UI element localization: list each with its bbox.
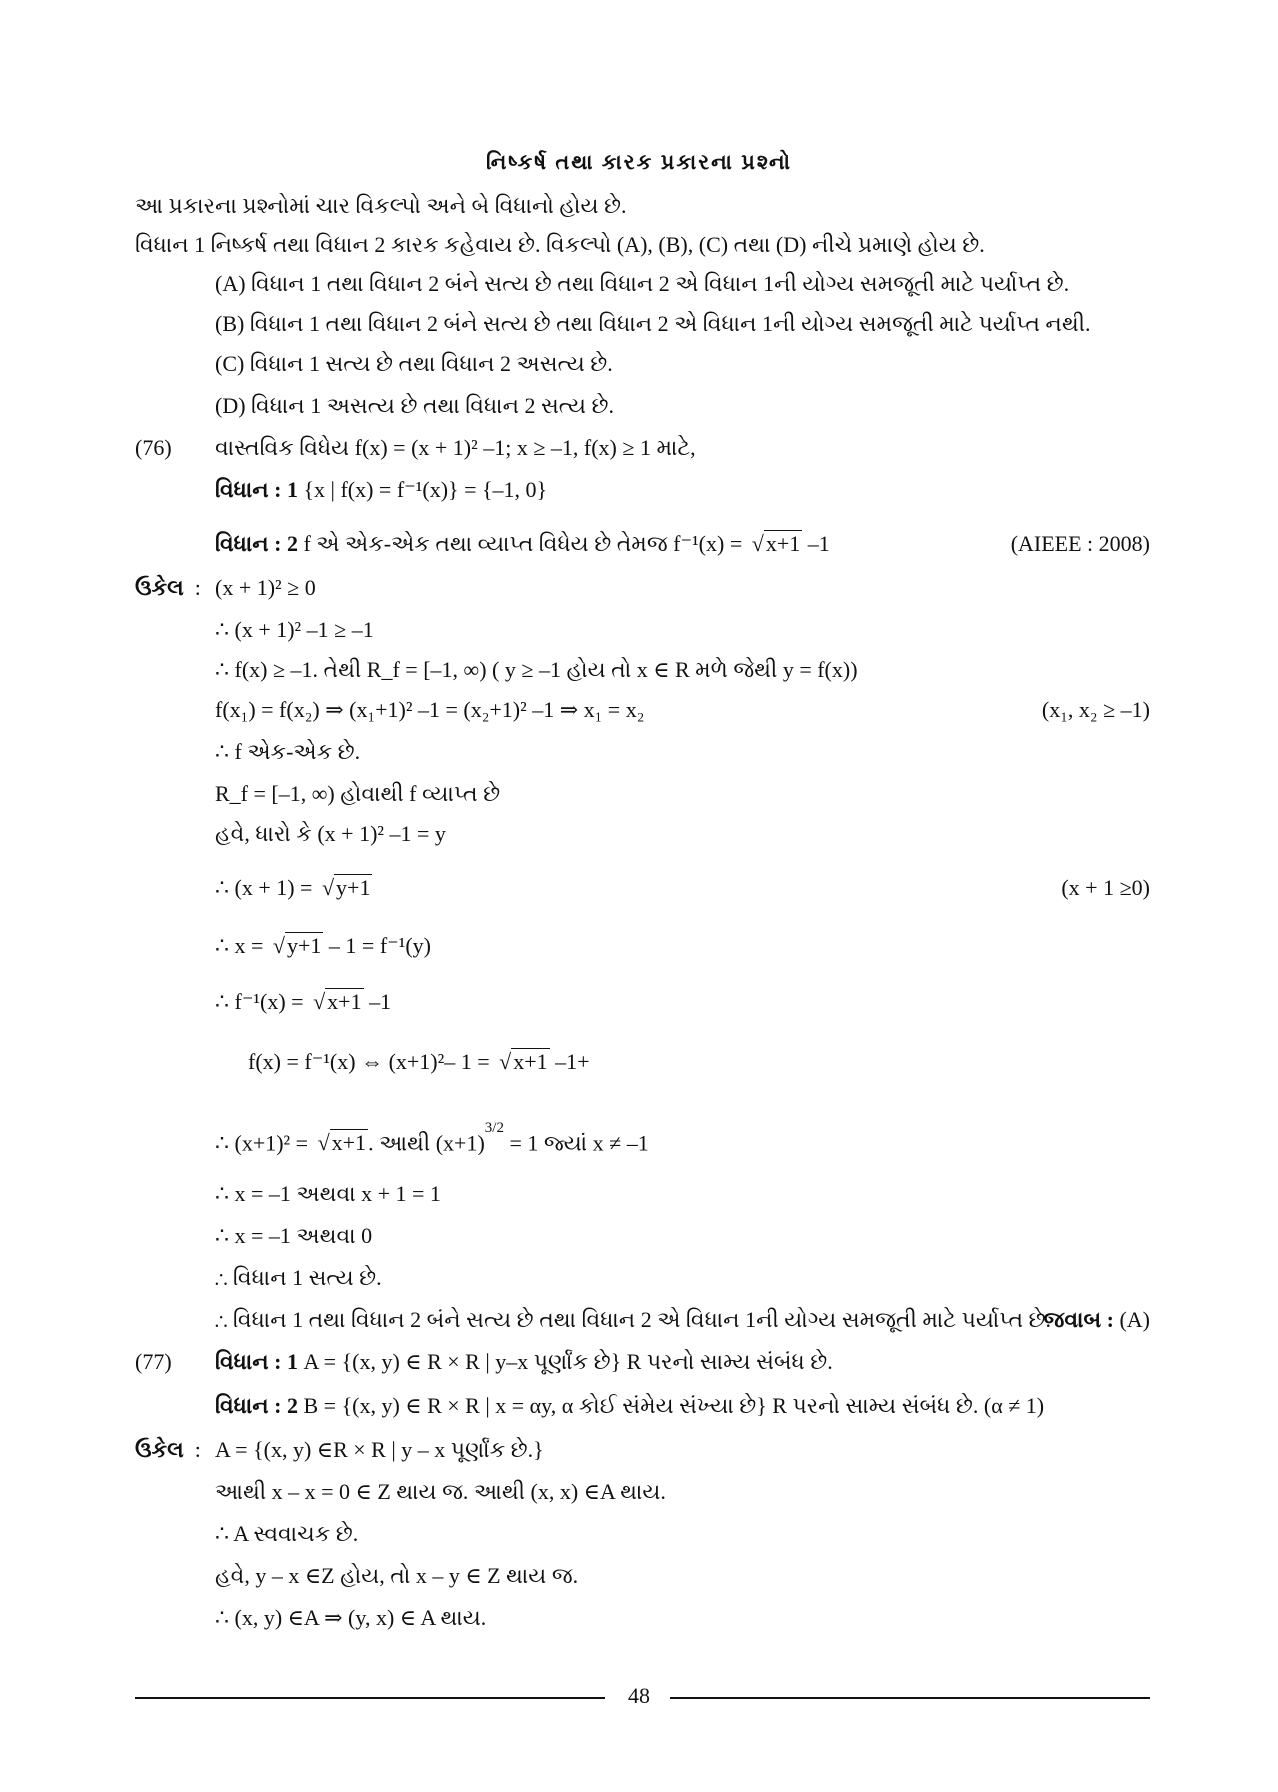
- root-line-5-pre: ∴ (x+1)² =: [215, 1130, 314, 1156]
- q76-sol-line-4: f(x₁) = f(x₂) ⇒ (x₁+1)² –1 = (x₂+1)² –1 ⇒ x₁ = x₂: [215, 697, 645, 722]
- q76-sol-note-1: (x₁, x₂ ≥ –1): [1041, 697, 1150, 722]
- q76-solution-label: [135, 574, 201, 602]
- q76-sol-label: ઉકેલ: [135, 575, 184, 600]
- q76-sol-line-1: (x + 1)² ≥ 0: [215, 575, 316, 600]
- q76-sol-line-3: ∴ f(x) ≥ –1. તેથી R_f = [–1, ∞) ( y ≥ –1 હોય તો x ∈ R મળે જેથી y = f(x)): [215, 657, 858, 682]
- q77-statement-1: [215, 1348, 833, 1376]
- answer-value: (A): [1119, 1307, 1150, 1332]
- question-number-77: (77): [135, 1349, 172, 1374]
- root-line-2-pre: ∴ x =: [215, 933, 269, 958]
- q76-root-line-4: [248, 1048, 590, 1076]
- q77-sol-line-3: હવે, y – x ∈Z હોય, તો x – y ∈ Z થાય જ.: [215, 1563, 579, 1588]
- sqrt-symbol: √y+1: [321, 875, 371, 900]
- q76-stem: વાસ્તવિક વિધેય f(x) = (x + 1)² –1; x ≥ –1, f(x) ≥ 1 માટે,: [215, 435, 696, 460]
- root-line-4-post: –1+: [549, 1049, 590, 1074]
- q76-statement-1: [215, 476, 547, 504]
- q76-sol-line-6: R_f = [–1, ∞) હોવાથી f વ્યાપ્ત છે: [215, 781, 501, 806]
- root-line-5-mid: . આથી (x+1): [368, 1130, 485, 1156]
- option-c: (C) વિધાન 1 સત્ય છે તથા વિધાન 2 અસત્ય છે.: [215, 351, 613, 376]
- q76-sol-line-7: હવે, ધારો કે (x + 1)² –1 = y: [215, 821, 446, 846]
- q76-s1-label: વિધાન : 1: [215, 477, 298, 502]
- root-line-3-pre: ∴ f⁻¹(x) =: [215, 989, 310, 1014]
- question-number-76: (76): [135, 435, 172, 460]
- sqrt-symbol: √x+1: [499, 1049, 548, 1074]
- root-line-3-post: –1: [363, 989, 392, 1014]
- q77-sol-line-4: ∴ (x, y) ∈A ⇒ (y, x) ∈ A થાય.: [215, 1605, 487, 1630]
- root-line-2-post: – 1 = f⁻¹(y): [323, 933, 431, 958]
- q76-s1-text: {x | f(x) = f⁻¹(x)} = {–1, 0}: [303, 477, 548, 502]
- root-line-5-post: = 1 જ્યાં x ≠ –1: [503, 1130, 649, 1156]
- root-line-1-pre: ∴ (x + 1) =: [215, 875, 318, 900]
- q76-sol-colon: :: [194, 575, 201, 600]
- q77-sol-line-1: આથી x – x = 0 ∈ Z થાય જ. આથી (x, x) ∈A થાય.: [215, 1479, 666, 1504]
- option-a: (A) વિધાન 1 તથા વિધાન 2 બંને સત્ય છે તથા વિધાન 2 એ વિધાન 1ની યોગ્ય સમજૂતી માટે પર્યાપ્ત છે.: [215, 271, 1070, 296]
- page-title: નિષ્કર્ષ તથા કારક પ્રકારના પ્રશ્નો: [486, 150, 792, 174]
- intro-line-1: આ પ્રકારના પ્રશ્નોમાં ચાર વિકલ્પો અને બે વિધાનો હોય છે.: [135, 193, 627, 218]
- page-number: 48: [628, 1683, 650, 1708]
- q77-s1-text: A = {(x, y) ∈ R × R | y–x પૂર્ણાંક છે} R પરનો સામ્ય સંબંધ છે.: [303, 1349, 833, 1374]
- q77-s1-label: વિધાન : 1: [215, 1349, 298, 1374]
- q77-sol-line-2: ∴ A સ્વવાચક છે.: [215, 1521, 359, 1546]
- q76-root-line-2: [215, 932, 431, 960]
- q76-source: (AIEEE : 2008): [1010, 531, 1150, 556]
- q76-sol-line-5: ∴ f એક-એક છે.: [215, 739, 361, 764]
- option-b: (B) વિધાન 1 તથા વિધાન 2 બંને સત્ય છે તથા વિધાન 2 એ વિધાન 1ની યોગ્ય સમજૂતી માટે પર્યાપ્ત નથી.: [215, 311, 1091, 336]
- q76-answer: [1044, 1306, 1150, 1334]
- q76-statement-2: [215, 530, 830, 558]
- q77-sol-label: ઉકેલ: [135, 1437, 184, 1462]
- q76-tail-3: ∴ વિધાન 1 સત્ય છે.: [215, 1265, 382, 1290]
- q77-solution-label: [135, 1436, 201, 1464]
- q77-sol-colon: :: [194, 1437, 201, 1462]
- q77-statement-2: [215, 1392, 1044, 1420]
- q77-sol-first: A = {(x, y) ∈R × R | y – x પૂર્ણાંક છે.}: [215, 1437, 544, 1462]
- option-d: (D) વિધાન 1 અસત્ય છે તથા વિધાન 2 સત્ય છે.: [215, 393, 614, 418]
- sqrt-symbol: √x+1: [317, 1130, 367, 1156]
- q76-root-note-1: (x + 1 ≥0): [1061, 875, 1150, 900]
- q76-root-line-1: [215, 874, 372, 902]
- sqrt-symbol: √y+1: [272, 933, 322, 958]
- root-line-4-pre: f(x) = f⁻¹(x) ⇔ (x+1)²– 1 =: [248, 1049, 496, 1074]
- q76-tail-1: ∴ x = –1 અથવા x + 1 = 1: [215, 1181, 441, 1206]
- q77-s2-text: B = {(x, y) ∈ R × R | x = αy, α કોઈ સંમેય સંખ્યા છે} R પરનો સામ્ય સંબંધ છે. (α ≠ 1): [303, 1393, 1045, 1418]
- exponent-three-halves: 3/2: [484, 1120, 504, 1136]
- q76-final: ∴ વિધાન 1 તથા વિધાન 2 બંને સત્ય છે તથા વિધાન 2 એ વિધાન 1ની યોગ્ય સમજૂતી માટે પર્યાપ્ત છે.: [215, 1307, 1052, 1332]
- q76-root-line-3: [215, 988, 391, 1016]
- q76-root-line-5: [215, 1120, 649, 1157]
- sqrt-symbol: √x+1: [313, 989, 362, 1014]
- q76-sol-line-2: ∴ (x + 1)² –1 ≥ –1: [215, 617, 374, 642]
- q76-s2-text: f એ એક-એક તથા વ્યાપ્ત વિધેય છે તેમજ f⁻¹(x) =: [303, 531, 748, 556]
- q76-s2-label: વિધાન : 2: [215, 531, 298, 556]
- answer-label: જવાબ :: [1043, 1307, 1114, 1332]
- q77-s2-label: વિધાન : 2: [215, 1393, 298, 1418]
- intro-line-2: વિધાન 1 નિષ્કર્ષ તથા વિધાન 2 કારક કહેવાય છે. વિકલ્પો (A), (B), (C) તથા (D) નીચે પ્રમાણે હોય છે.: [135, 232, 985, 257]
- q76-tail-2: ∴ x = –1 અથવા 0: [215, 1223, 373, 1248]
- sqrt-symbol: √x+1: [751, 531, 801, 556]
- q76-s2-tail: –1: [802, 531, 830, 556]
